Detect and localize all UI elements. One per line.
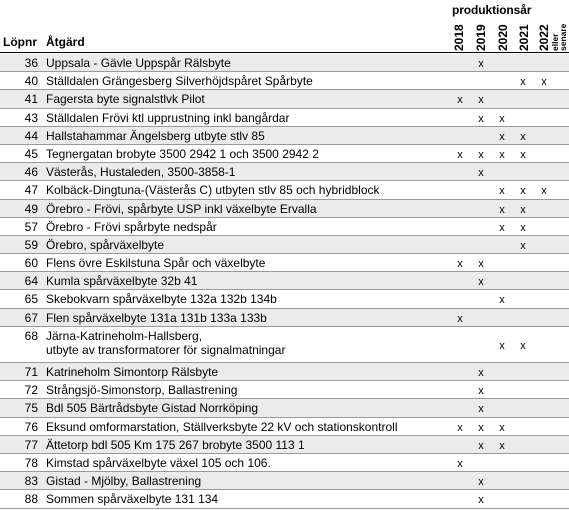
year-mark: x (520, 76, 526, 89)
row-number: 75 (24, 401, 38, 416)
year-mark: x (499, 112, 505, 125)
row-action: Eksund omformarstation, Ställverksbyte 22 kV och stationskontroll (46, 419, 398, 434)
row-number: 41 (24, 92, 38, 107)
year-mark: x (478, 276, 484, 289)
production-years-heading: produktionsår (452, 3, 532, 17)
table-row (0, 309, 569, 327)
row-number: 46 (24, 165, 38, 180)
row-number: 47 (24, 183, 38, 198)
column-header-number: Löpnr (3, 35, 37, 49)
year-mark: x (478, 167, 484, 180)
year-mark: x (520, 203, 526, 216)
row-action: Uppsala - Gävle Uppspår Rälsbyte (46, 56, 231, 70)
row-action: Kimstad spårväxelbyte växel 105 och 106. (46, 455, 271, 470)
year-mark: x (457, 258, 463, 271)
year-mark: x (478, 385, 484, 398)
row-action-line2: utbyte av transformatorer för signalmatningar (46, 342, 286, 357)
row-action: Sommen spårväxelbyte 131 134 (46, 492, 219, 507)
row-action: Örebro, spårväxelbyte (46, 237, 165, 252)
year-mark: x (478, 494, 484, 507)
year-mark: x (478, 421, 484, 434)
year-mark: x (478, 258, 484, 271)
table-row (0, 418, 569, 436)
row-action: Bdl 505 Bärtrådsbyte Gistad Norrköping (46, 401, 259, 416)
year-mark: x (478, 403, 484, 416)
row-number: 43 (24, 110, 38, 125)
year-header-2020: 2020 (496, 24, 510, 51)
year-mark: x (478, 58, 484, 70)
year-mark: x (478, 148, 484, 161)
row-number: 88 (24, 492, 38, 507)
row-action: Ställdalen Frövi ktl upprustning inkl bangårdar (46, 110, 290, 125)
table-row (0, 127, 569, 145)
row-number: 83 (24, 474, 38, 489)
row-number: 49 (24, 201, 38, 216)
row-number: 68 (24, 328, 38, 343)
row-number: 72 (24, 383, 38, 398)
year-mark: x (541, 76, 547, 89)
year-mark: x (499, 203, 505, 216)
table-row (0, 327, 569, 363)
row-number: 40 (24, 74, 38, 89)
year-header-2022: 2022 (537, 24, 551, 51)
row-action: Kolbäck-Dingtuna-(Västerås C) utbyten stlv 85 och hybridblock (46, 183, 380, 198)
table-row (0, 181, 569, 199)
row-number: 71 (24, 365, 38, 379)
year-mark: x (499, 439, 505, 452)
year-header-later-line1: eller (550, 33, 560, 51)
year-mark: x (520, 185, 526, 198)
year-mark: x (457, 312, 463, 325)
row-action: Strångsjö-Simonstorp, Ballastrening (46, 383, 238, 398)
year-mark: x (478, 439, 484, 452)
row-action: Örebro - Frövi spårbyte nedspår (46, 219, 217, 234)
year-header-2021: 2021 (517, 24, 531, 51)
table-row (0, 200, 569, 218)
row-action: Hallstahammar Ängelsberg utbyte stlv 85 (46, 128, 265, 143)
year-mark: x (499, 339, 505, 352)
row-action: Ättetorp bdl 505 Km 175 267 brobyte 3500 113 1 (46, 437, 305, 452)
row-number: 60 (24, 256, 38, 271)
table-row (0, 272, 569, 290)
year-mark: x (478, 367, 484, 379)
year-mark: x (478, 94, 484, 107)
year-mark: x (457, 94, 463, 107)
row-action: Järna-Katrineholm-Hallsberg, (46, 328, 203, 343)
table-row (0, 472, 569, 490)
row-number: 78 (24, 455, 38, 470)
row-number: 65 (24, 292, 38, 307)
table-row (0, 381, 569, 399)
row-action: Fagersta byte signalstlvk Pilot (46, 92, 205, 107)
table-row (0, 109, 569, 127)
table-row (0, 72, 569, 90)
row-action: Flen spårväxelbyte 131a 131b 133a 133b (46, 310, 267, 325)
table-row (0, 236, 569, 254)
row-number: 67 (24, 310, 38, 325)
year-mark: x (499, 185, 505, 198)
year-header-later-line2: senare (558, 23, 568, 51)
row-action: Örebro - Frövi, spårbyte USP inkl växelbyte Ervalla (46, 201, 317, 216)
row-action: Gistad - Mjölby, Ballastrening (46, 474, 202, 489)
row-number: 44 (24, 128, 38, 143)
table-row (0, 363, 569, 381)
row-number: 36 (24, 56, 38, 70)
measures-table (0, 54, 569, 509)
year-mark: x (457, 148, 463, 161)
year-mark: x (499, 294, 505, 307)
year-header-2019: 2019 (474, 24, 488, 51)
column-header-action: Åtgärd (46, 35, 85, 49)
table-row (0, 436, 569, 454)
year-header-2018: 2018 (452, 24, 466, 51)
table-row (0, 399, 569, 417)
year-mark: x (499, 130, 505, 143)
row-number: 64 (24, 274, 38, 289)
row-action: Katrineholm Simontorp Rälsbyte (46, 365, 219, 379)
row-number: 59 (24, 237, 38, 252)
year-mark: x (499, 221, 505, 234)
table-row (0, 145, 569, 163)
table-row (0, 254, 569, 272)
row-action: Flens övre Eskilstuna Spår och växelbyte (46, 256, 266, 271)
row-action: Kumla spårväxelbyte 32b 41 (46, 274, 198, 289)
year-mark: x (478, 112, 484, 125)
year-mark: x (520, 239, 526, 252)
table-row (0, 54, 569, 72)
table-row (0, 218, 569, 236)
year-mark: x (478, 476, 484, 489)
year-mark: x (541, 185, 547, 198)
table-row (0, 90, 569, 108)
row-number: 76 (24, 419, 38, 434)
row-action: Västerås, Hustaleden, 3500-3858-1 (46, 165, 236, 180)
row-number: 45 (24, 146, 38, 161)
row-number: 77 (24, 437, 38, 452)
year-mark: x (457, 457, 463, 470)
row-action: Ställdalen Grängesberg Silverhöjdspåret Spårbyte (46, 74, 313, 89)
year-mark: x (520, 130, 526, 143)
year-mark: x (520, 221, 526, 234)
header-divider (0, 52, 569, 53)
row-action: Skebokvarn spårväxelbyte 132a 132b 134b (46, 292, 277, 307)
row-action: Tegnergatan brobyte 3500 2942 1 och 3500 2942 2 (46, 146, 319, 161)
table-row (0, 454, 569, 472)
year-mark: x (520, 148, 526, 161)
year-mark: x (457, 421, 463, 434)
year-mark: x (499, 421, 505, 434)
table-row (0, 290, 569, 308)
table-row (0, 163, 569, 181)
year-mark: x (499, 148, 505, 161)
table-row (0, 490, 569, 508)
year-mark: x (520, 339, 526, 352)
row-number: 57 (24, 219, 38, 234)
